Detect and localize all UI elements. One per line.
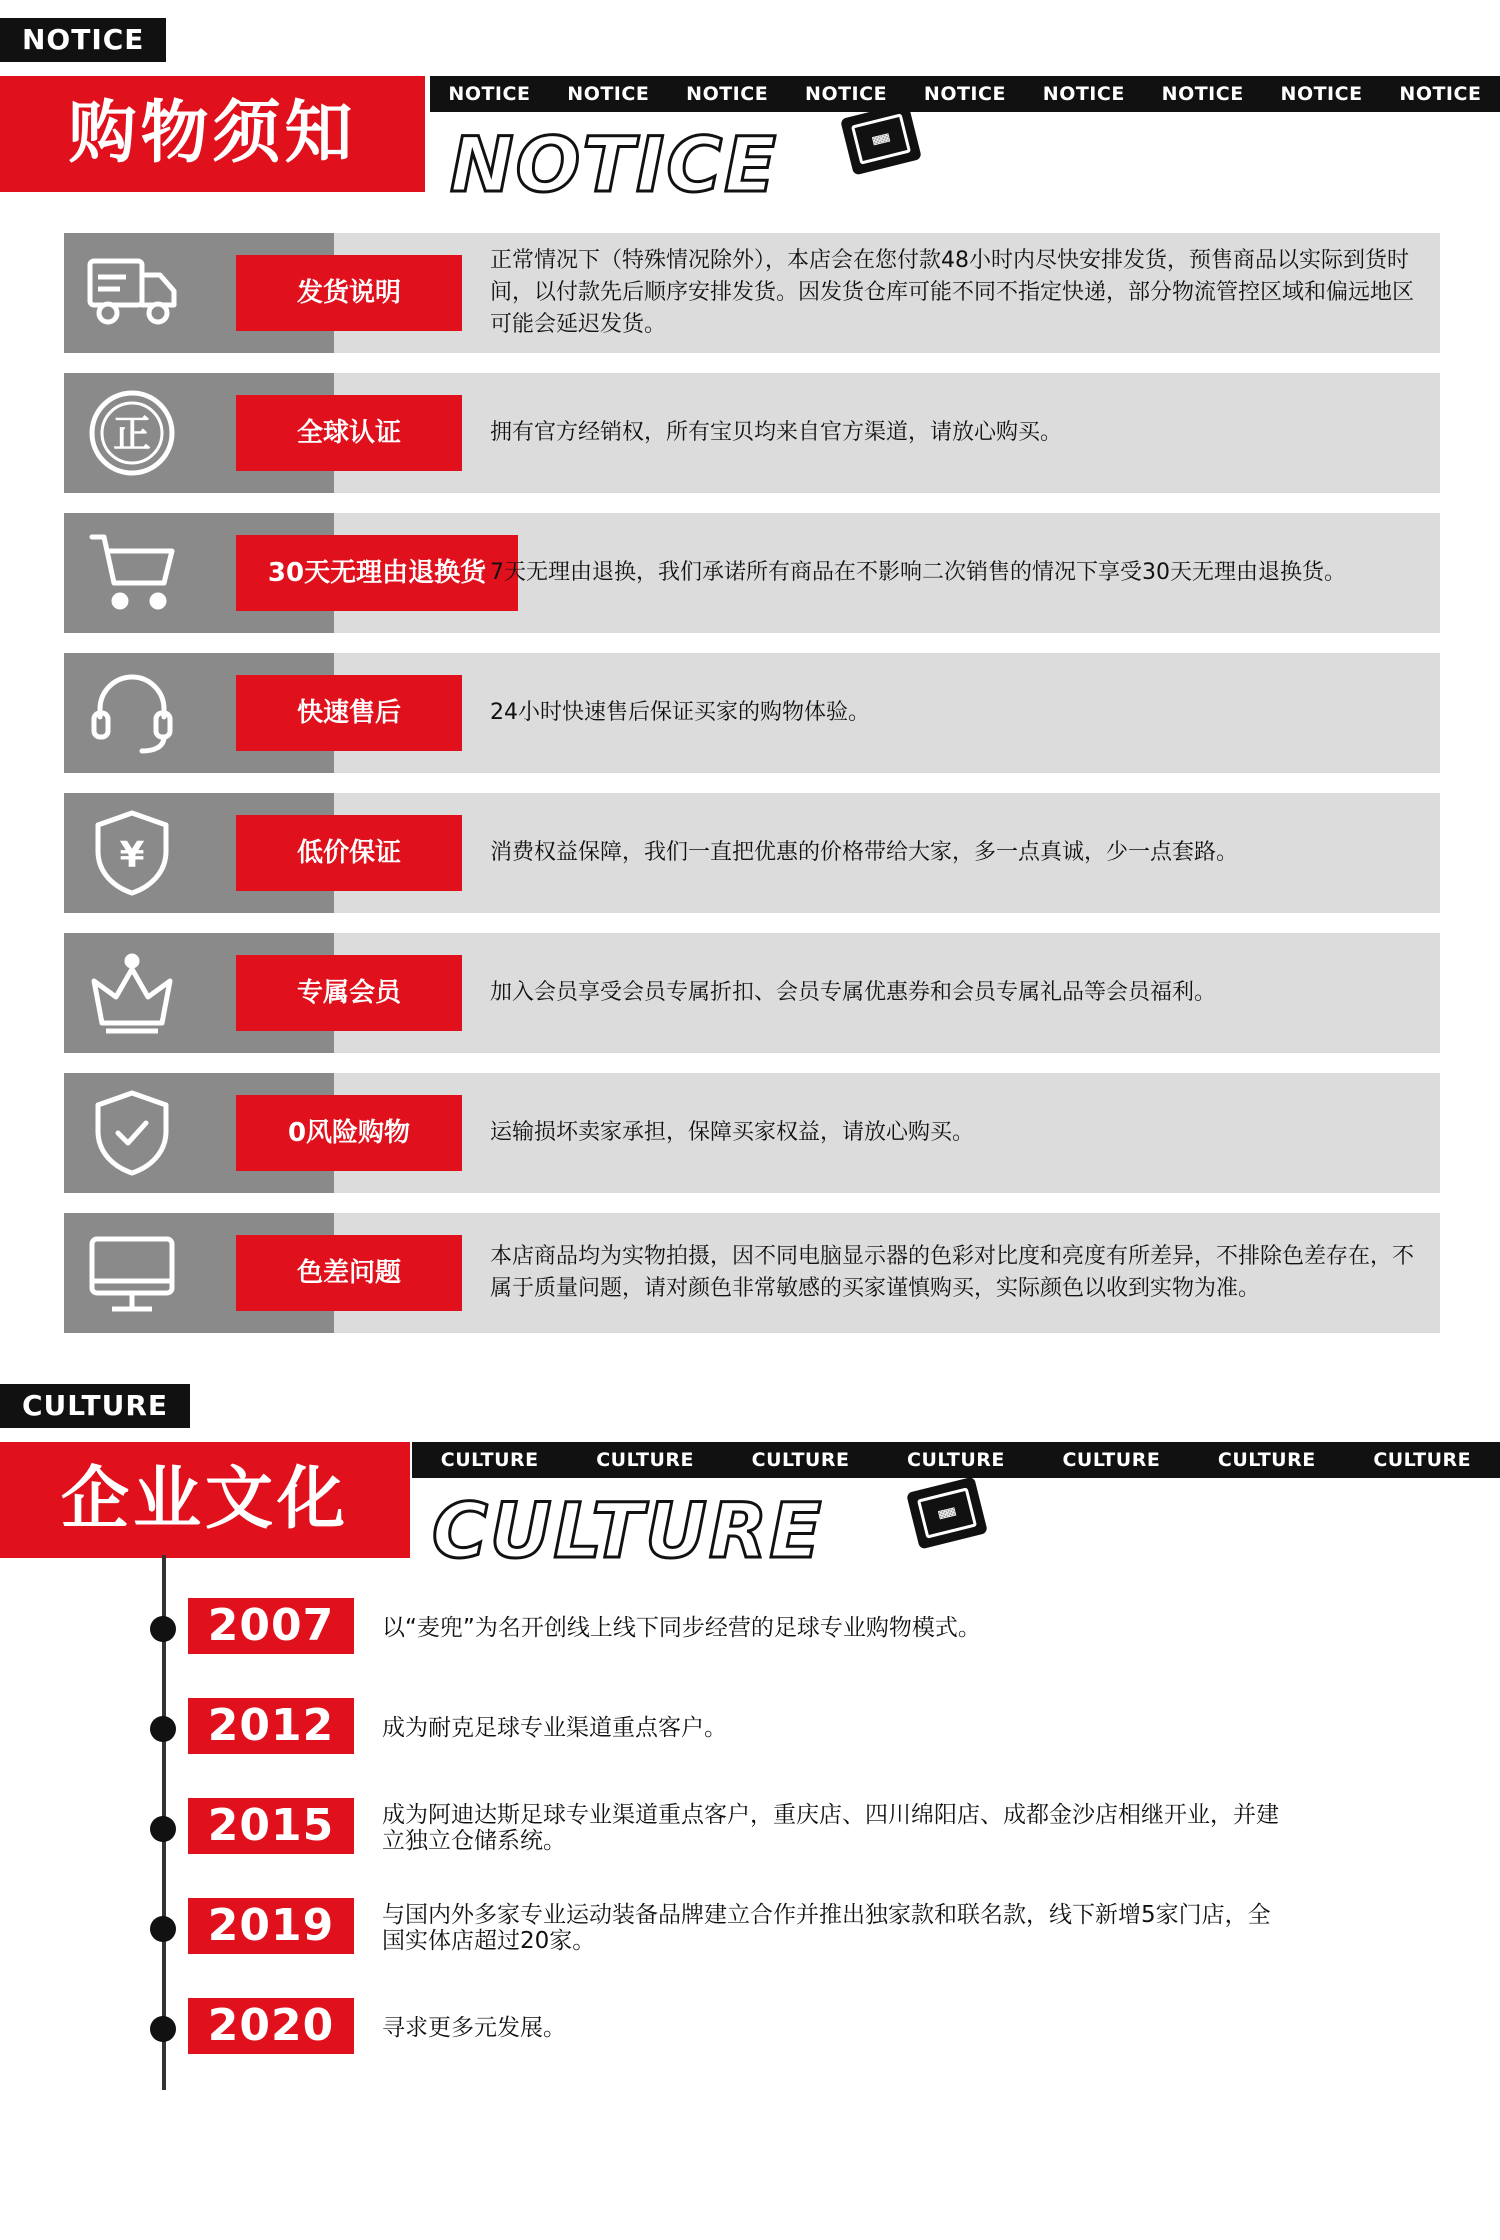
ticker-word: NOTICE [1399,83,1482,105]
timeline-year: 2012 [188,1698,354,1754]
svg-text:¥: ¥ [119,835,145,876]
notice-desc: 加入会员享受会员专属折扣、会员专属优惠券和会员专属礼品等会员福利。 [490,980,1217,1005]
notice-row [64,933,1440,1053]
yen-shield-icon [86,807,178,899]
notice-big-word: NOTICE [450,120,779,209]
culture-header [0,1384,1500,1575]
ticker-word: NOTICE [805,83,888,105]
timeline-year: 2007 [188,1598,354,1654]
svg-text:正: 正 [112,412,152,456]
ticker-word: CULTURE [1217,1449,1316,1471]
timeline-year: 2019 [188,1898,354,1954]
notice-label: 发货说明 [236,255,462,331]
timeline-dot [150,1916,176,1942]
emblem-icon: ▦▦ [840,102,922,175]
ticker-word: NOTICE [686,83,769,105]
timeline-text: 成为阿迪达斯足球专业渠道重点客户，重庆店、四川绵阳店、成都金沙店相继开业，并建立独立仓储系统。 [382,1802,1279,1854]
notice-row [64,373,1440,493]
notice-label: 全球认证 [236,395,462,471]
culture-tag: CULTURE [0,1384,190,1428]
notice-ticker [430,76,1500,112]
notice-desc: 运输损坏卖家承担，保障买家权益，请放心购买。 [490,1120,975,1145]
notice-tag: NOTICE [0,18,166,62]
ticker-word: CULTURE [1373,1449,1472,1471]
ticker-word: CULTURE [1062,1449,1161,1471]
notice-label: 专属会员 [236,955,462,1031]
notice-header [0,18,1500,209]
notice-desc: 拥有官方经销权，所有宝贝均来自官方渠道，请放心购买。 [490,420,1063,445]
truck-icon [86,247,178,339]
check-shield-icon [86,1087,178,1179]
notice-label: 30天无理由退换货 [236,535,518,611]
timeline-item [150,1698,1350,1758]
notice-desc: 正常情况下（特殊情况除外），本店会在您付款48小时内尽快安排发货，预售商品以实际到货时间，以付款先后顺序安排发货。因发货仓库可能不同不指定快递，部分物流管控区域和偏远地区可能会延迟发货。 [490,248,1415,337]
timeline-year: 2020 [188,1998,354,2054]
timeline-year: 2015 [188,1798,354,1854]
timeline-text: 以“麦兜”为名开创线上线下同步经营的足球专业购物模式。 [382,1615,981,1641]
timeline-dot [150,1616,176,1642]
notice-label: 0风险购物 [236,1095,462,1171]
timeline-text: 寻求更多元发展。 [382,2015,566,2041]
notice-row [64,233,1440,353]
timeline-dot [150,1716,176,1742]
ticker-word: NOTICE [923,83,1006,105]
crown-icon [86,947,178,1039]
timeline-item [150,1598,1350,1658]
notice-label: 快速售后 [236,675,462,751]
ticker-word: NOTICE [448,83,531,105]
notice-desc: 24小时快速售后保证买家的购物体验。 [490,700,870,725]
monitor-icon [86,1227,178,1319]
notice-row [64,1073,1440,1193]
ticker-word: CULTURE [907,1449,1005,1471]
notice-desc: 7天无理由退换，我们承诺所有商品在不影响二次销售的情况下享受30天无理由退换货。 [490,560,1346,585]
ticker-word: NOTICE [1042,83,1125,105]
ticker-word: NOTICE [567,83,650,105]
notice-title: 购物须知 [0,76,425,192]
headset-icon [86,667,178,759]
culture-ticker [412,1442,1500,1478]
notice-row [64,513,1440,633]
timeline-dot [150,2016,176,2042]
culture-title: 企业文化 [0,1442,410,1558]
timeline-text: 与国内外多家专业运动装备品牌建立合作并推出独家款和联名款，线下新增5家门店，全国实体店超过20家。 [382,1902,1271,1954]
timeline-item [150,1998,1350,2058]
notice-desc: 消费权益保障，我们一直把优惠的价格带给大家，多一点真诚，少一点套路。 [490,840,1239,865]
notice-desc: 本店商品均为实物拍摄，因不同电脑显示器的色彩对比度和亮度有所差异，不排除色差存在，不属于质量问题，请对颜色非常敏感的买家谨慎购买，实际颜色以收到实物为准。 [490,1244,1415,1301]
culture-big-word: CULTURE [432,1486,824,1575]
shopping-cart-icon [86,527,178,619]
notice-row [64,1213,1440,1333]
notice-list [64,233,1440,1353]
ticker-word: CULTURE [751,1449,850,1471]
notice-row [64,653,1440,773]
timeline-item [150,1898,1350,1958]
timeline-item [150,1798,1350,1858]
ticker-word: CULTURE [440,1449,539,1471]
notice-label: 色差问题 [236,1235,462,1311]
notice-row [64,793,1440,913]
genuine-badge-icon [86,387,178,479]
timeline-text: 成为耐克足球专业渠道重点客户。 [382,1715,727,1741]
ticker-word: NOTICE [1280,83,1363,105]
emblem-icon: ▦▦ [906,1476,988,1549]
notice-label: 低价保证 [236,815,462,891]
ticker-word: NOTICE [1161,83,1244,105]
timeline-dot [150,1816,176,1842]
ticker-word: CULTURE [596,1449,695,1471]
